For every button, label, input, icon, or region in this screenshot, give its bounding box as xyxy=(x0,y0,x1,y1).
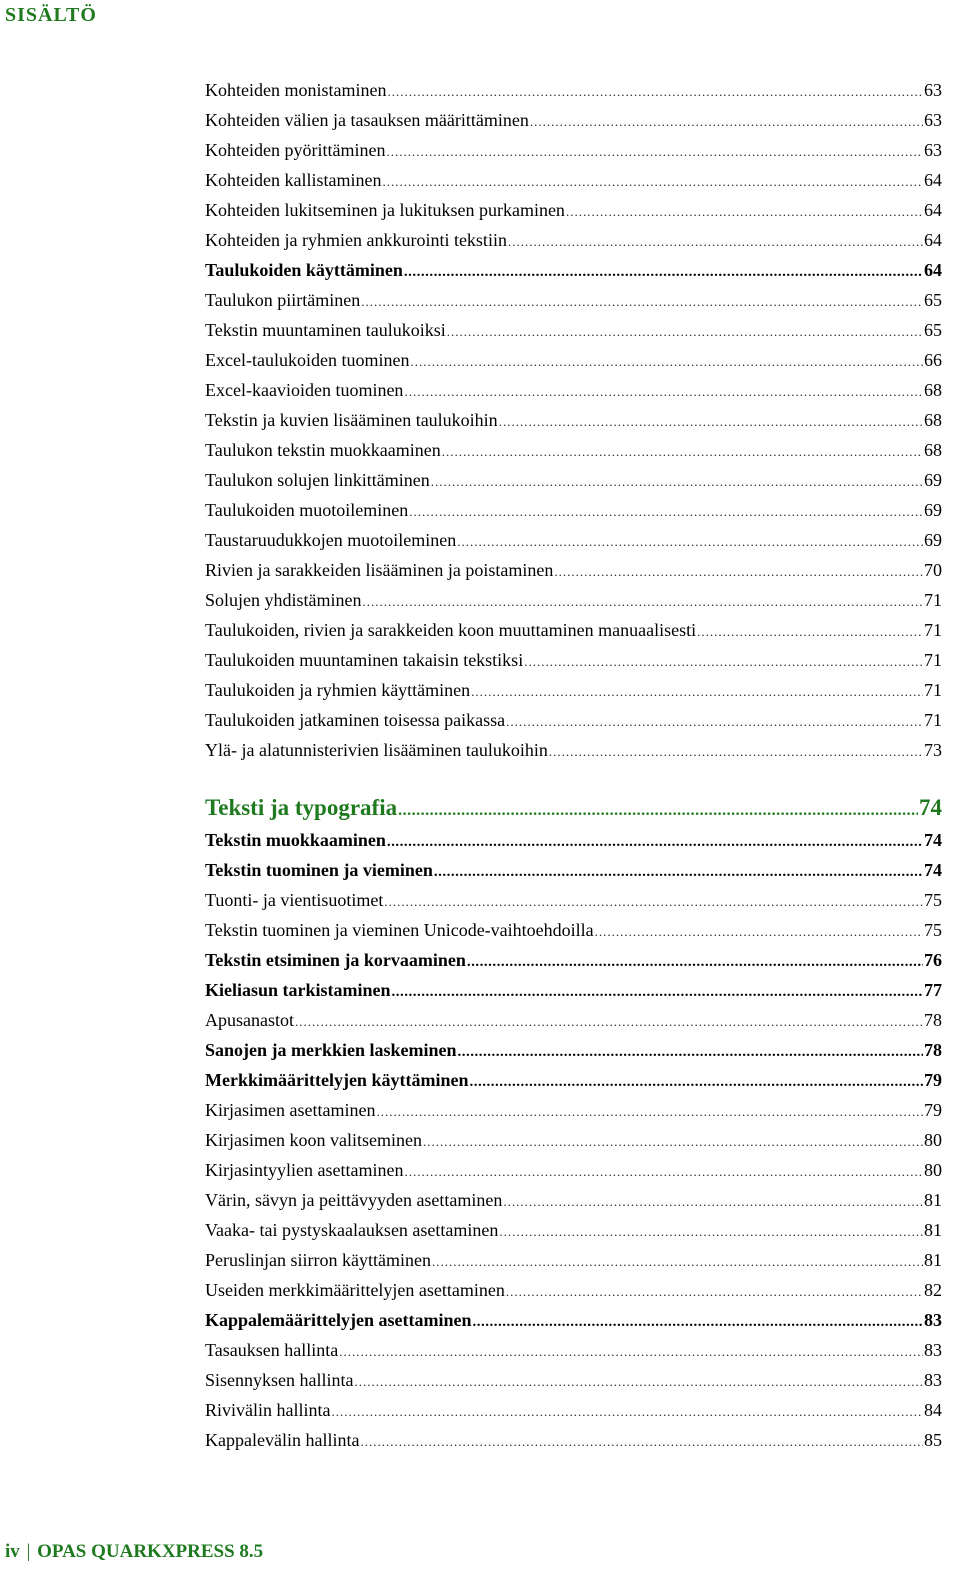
toc-entry-title: Tekstin tuominen ja vieminen Unicode-vaihtoehdoilla xyxy=(205,920,594,940)
toc-dot-leader xyxy=(458,1037,923,1067)
toc-entry[interactable] xyxy=(205,1005,942,1035)
toc-entry[interactable] xyxy=(205,615,942,645)
toc-entry-title: Apusanastot xyxy=(205,1010,294,1030)
toc-entry-page: 80 xyxy=(924,1130,942,1150)
toc-entry-title: Taulukoiden ja ryhmien käyttäminen xyxy=(205,680,471,700)
toc-dot-leader xyxy=(508,227,923,257)
toc-entry-page: 79 xyxy=(924,1070,942,1090)
toc-entry-page: 83 xyxy=(924,1370,942,1390)
toc-entry[interactable] xyxy=(205,525,942,555)
table-of-contents xyxy=(205,75,942,1455)
toc-dot-leader xyxy=(382,167,923,197)
toc-entry[interactable] xyxy=(205,375,942,405)
toc-entry-page: 73 xyxy=(924,740,942,760)
toc-entry-page: 74 xyxy=(924,830,942,850)
toc-entry-page: 74 xyxy=(919,795,942,820)
toc-entry[interactable] xyxy=(205,735,942,765)
toc-entry-title: Taulukon piirtäminen xyxy=(205,290,361,310)
toc-dot-leader xyxy=(384,887,923,917)
toc-entry-title: Taulukoiden jatkaminen toisessa paikassa xyxy=(205,710,506,730)
toc-entry-page: 80 xyxy=(924,1160,942,1180)
toc-entry-page: 71 xyxy=(924,620,942,640)
toc-entry[interactable] xyxy=(205,1095,942,1125)
toc-entry-page: 81 xyxy=(924,1190,942,1210)
toc-entry-page: 75 xyxy=(924,920,942,940)
toc-entry-title: Kappalemäärittelyjen asettaminen xyxy=(205,1310,472,1330)
toc-entry[interactable] xyxy=(205,885,942,915)
toc-entry-page: 68 xyxy=(924,380,942,400)
toc-entry-page: 65 xyxy=(924,320,942,340)
toc-dot-leader xyxy=(363,587,924,617)
toc-entry[interactable] xyxy=(205,825,942,855)
toc-dot-leader xyxy=(431,467,923,497)
toc-entry-title: Taulukoiden, rivien ja sarakkeiden koon muuttaminen manuaalisesti xyxy=(205,620,697,640)
toc-entry-title: Kohteiden välien ja tasauksen määrittäminen xyxy=(205,110,529,130)
toc-entry[interactable] xyxy=(205,1245,942,1275)
toc-entry-page: 69 xyxy=(924,530,942,550)
toc-entry[interactable] xyxy=(205,495,942,525)
toc-entry[interactable] xyxy=(205,435,942,465)
toc-entry[interactable] xyxy=(205,1035,942,1065)
toc-dot-leader xyxy=(392,977,923,1007)
toc-entry[interactable] xyxy=(205,585,942,615)
toc-entry[interactable] xyxy=(205,75,942,105)
toc-dot-leader xyxy=(387,77,923,107)
toc-entry-page: 68 xyxy=(924,410,942,430)
toc-dot-leader xyxy=(361,287,923,317)
toc-entry[interactable] xyxy=(205,915,942,945)
toc-dot-leader xyxy=(499,1217,923,1247)
toc-dot-leader xyxy=(404,257,923,287)
toc-entry[interactable] xyxy=(205,165,942,195)
toc-entry-title: Tekstin etsiminen ja korvaaminen xyxy=(205,950,466,970)
toc-entry-title: Taustaruudukkojen muotoileminen xyxy=(205,530,457,550)
toc-dot-leader xyxy=(595,917,923,947)
toc-entry-title: Teksti ja typografia xyxy=(205,795,398,820)
toc-entry[interactable] xyxy=(205,975,942,1005)
toc-entry-page: 68 xyxy=(924,440,942,460)
toc-dot-leader xyxy=(398,794,918,828)
toc-dot-leader xyxy=(506,707,923,737)
toc-entry[interactable] xyxy=(205,645,942,675)
toc-entry-page: 84 xyxy=(924,1400,942,1420)
toc-entry-page: 63 xyxy=(924,140,942,160)
toc-entry[interactable] xyxy=(205,855,942,885)
toc-dot-leader xyxy=(549,737,923,767)
toc-entry-title: Tasauksen hallinta xyxy=(205,1340,339,1360)
toc-dot-leader xyxy=(697,617,923,647)
toc-entry-page: 64 xyxy=(924,170,942,190)
toc-dot-leader xyxy=(499,407,923,437)
toc-entry-title: Excel-taulukoiden tuominen xyxy=(205,350,410,370)
toc-entry-title: Ylä- ja alatunnisterivien lisääminen taulukoihin xyxy=(205,740,548,760)
toc-entry-page: 79 xyxy=(924,1100,942,1120)
toc-entry-page: 63 xyxy=(924,80,942,100)
toc-entry-page: 64 xyxy=(924,230,942,250)
toc-entry-title: Värin, sävyn ja peittävyyden asettaminen xyxy=(205,1190,503,1210)
toc-entry[interactable] xyxy=(205,345,942,375)
page-header-title: SISÄLTÖ xyxy=(5,4,97,26)
toc-entry-title: Tuonti- ja vientisuotimet xyxy=(205,890,384,910)
toc-entry[interactable] xyxy=(205,555,942,585)
toc-entry-page: 83 xyxy=(924,1340,942,1360)
toc-entry[interactable] xyxy=(205,1155,942,1185)
toc-entry-title: Kohteiden pyörittäminen xyxy=(205,140,386,160)
toc-dot-leader xyxy=(524,647,923,677)
toc-entry[interactable] xyxy=(205,945,942,975)
toc-dot-leader xyxy=(404,1157,923,1187)
toc-entry-page: 69 xyxy=(924,470,942,490)
toc-entry-title: Tekstin muuntaminen taulukoiksi xyxy=(205,320,446,340)
toc-entry-title: Kirjasintyylien asettaminen xyxy=(205,1160,404,1180)
toc-entry-page: 78 xyxy=(924,1010,942,1030)
toc-entry[interactable] xyxy=(205,1425,942,1455)
toc-entry[interactable] xyxy=(205,1185,942,1215)
toc-dot-leader xyxy=(503,1187,923,1217)
toc-entry-title: Sanojen ja merkkien laskeminen xyxy=(205,1040,457,1060)
toc-dot-leader xyxy=(404,377,923,407)
toc-dot-leader xyxy=(354,1367,923,1397)
toc-entry-page: 64 xyxy=(924,200,942,220)
toc-entry[interactable] xyxy=(205,675,942,705)
toc-entry-title: Peruslinjan siirron käyttäminen xyxy=(205,1250,431,1270)
toc-group-1 xyxy=(205,75,942,765)
toc-entry-title: Rivivälin hallinta xyxy=(205,1400,331,1420)
toc-entry-page: 82 xyxy=(924,1280,942,1300)
toc-dot-leader xyxy=(469,1067,923,1097)
toc-dot-leader xyxy=(472,1307,923,1337)
toc-entry-page: 71 xyxy=(924,680,942,700)
toc-dot-leader xyxy=(387,827,923,857)
toc-entry-page: 71 xyxy=(924,710,942,730)
toc-entry-title: Kirjasimen koon valitseminen xyxy=(205,1130,422,1150)
toc-dot-leader xyxy=(457,527,923,557)
toc-entry[interactable] xyxy=(205,315,942,345)
toc-entry-title: Taulukon tekstin muokkaaminen xyxy=(205,440,441,460)
toc-entry-page: 70 xyxy=(924,560,942,580)
toc-group-gap xyxy=(205,765,942,791)
toc-entry[interactable] xyxy=(205,465,942,495)
toc-dot-leader xyxy=(530,107,923,137)
toc-entry-page: 69 xyxy=(924,500,942,520)
page-footer xyxy=(5,1541,263,1563)
toc-dot-leader xyxy=(331,1397,923,1427)
toc-entry-title: Merkkimäärittelyjen käyttäminen xyxy=(205,1070,469,1090)
footer-separator: | xyxy=(26,1541,31,1562)
toc-entry-title: Kieliasun tarkistaminen xyxy=(205,980,391,1000)
toc-entry-page: 64 xyxy=(924,260,942,280)
toc-section-heading[interactable] xyxy=(205,791,942,825)
toc-entry[interactable] xyxy=(205,1365,942,1395)
toc-entry-title: Kohteiden lukitseminen ja lukituksen purkaminen xyxy=(205,200,565,220)
toc-entry-page: 74 xyxy=(924,860,942,880)
toc-dot-leader xyxy=(376,1097,923,1127)
toc-entry[interactable] xyxy=(205,255,942,285)
toc-dot-leader xyxy=(339,1337,923,1367)
toc-entry-title: Taulukon solujen linkittäminen xyxy=(205,470,430,490)
toc-entry-title: Vaaka- tai pystyskaalauksen asettaminen xyxy=(205,1220,499,1240)
toc-dot-leader xyxy=(434,857,923,887)
toc-entry-title: Tekstin muokkaaminen xyxy=(205,830,386,850)
toc-entry[interactable] xyxy=(205,1215,942,1245)
footer-book-title: OPAS QUARKXPRESS 8.5 xyxy=(37,1541,264,1562)
toc-dot-leader xyxy=(447,317,923,347)
toc-dot-leader xyxy=(386,137,923,167)
toc-dot-leader xyxy=(467,947,923,977)
toc-entry-title: Kohteiden ja ryhmien ankkurointi tekstiin xyxy=(205,230,507,250)
toc-entry[interactable] xyxy=(205,405,942,435)
toc-entry-page: 85 xyxy=(924,1430,942,1450)
toc-entry-page: 83 xyxy=(924,1310,942,1330)
toc-entry-page: 81 xyxy=(924,1250,942,1270)
toc-entry[interactable] xyxy=(205,1305,942,1335)
toc-entry-page: 65 xyxy=(924,290,942,310)
toc-entry-title: Sisennyksen hallinta xyxy=(205,1370,354,1390)
toc-dot-leader xyxy=(409,497,923,527)
toc-entry[interactable] xyxy=(205,705,942,735)
toc-dot-leader xyxy=(554,557,923,587)
toc-entry-title: Kohteiden monistaminen xyxy=(205,80,387,100)
toc-dot-leader xyxy=(423,1127,923,1157)
toc-entry-title: Rivien ja sarakkeiden lisääminen ja poistaminen xyxy=(205,560,554,580)
toc-entry[interactable] xyxy=(205,195,942,225)
toc-entry-page: 63 xyxy=(924,110,942,130)
toc-entry[interactable] xyxy=(205,105,942,135)
toc-entry-page: 71 xyxy=(924,650,942,670)
toc-entry-page: 77 xyxy=(924,980,942,1000)
toc-dot-leader xyxy=(442,437,923,467)
toc-entry-title: Tekstin ja kuvien lisääminen taulukoihin xyxy=(205,410,498,430)
footer-page-number: iv xyxy=(5,1541,20,1562)
toc-entry-page: 66 xyxy=(924,350,942,370)
toc-entry-page: 78 xyxy=(924,1040,942,1060)
toc-entry[interactable] xyxy=(205,1065,942,1095)
toc-group-2 xyxy=(205,791,942,1455)
toc-entry-title: Excel-kaavioiden tuominen xyxy=(205,380,404,400)
toc-entry-page: 75 xyxy=(924,890,942,910)
toc-entry-page: 71 xyxy=(924,590,942,610)
toc-dot-leader xyxy=(410,347,923,377)
toc-entry[interactable] xyxy=(205,1395,942,1425)
toc-entry[interactable] xyxy=(205,1125,942,1155)
toc-entry-title: Tekstin tuominen ja vieminen xyxy=(205,860,433,880)
toc-entry-title: Taulukoiden muotoileminen xyxy=(205,500,409,520)
toc-entry[interactable] xyxy=(205,1335,942,1365)
toc-entry-title: Taulukoiden käyttäminen xyxy=(205,260,403,280)
toc-entry-title: Kohteiden kallistaminen xyxy=(205,170,382,190)
toc-dot-leader xyxy=(360,1427,923,1457)
toc-entry-title: Kappalevälin hallinta xyxy=(205,1430,360,1450)
toc-entry-title: Useiden merkkimäärittelyjen asettaminen xyxy=(205,1280,505,1300)
toc-entry-title: Solujen yhdistäminen xyxy=(205,590,362,610)
toc-entry[interactable] xyxy=(205,285,942,315)
toc-entry[interactable] xyxy=(205,1275,942,1305)
toc-dot-leader xyxy=(471,677,923,707)
toc-entry-title: Taulukoiden muuntaminen takaisin tekstiksi xyxy=(205,650,524,670)
toc-entry-page: 81 xyxy=(924,1220,942,1240)
toc-dot-leader xyxy=(295,1007,923,1037)
toc-entry-page: 76 xyxy=(924,950,942,970)
toc-dot-leader xyxy=(506,1277,923,1307)
toc-dot-leader xyxy=(432,1247,923,1277)
toc-entry-title: Kirjasimen asettaminen xyxy=(205,1100,376,1120)
toc-entry[interactable] xyxy=(205,225,942,255)
toc-dot-leader xyxy=(566,197,923,227)
toc-entry[interactable] xyxy=(205,135,942,165)
